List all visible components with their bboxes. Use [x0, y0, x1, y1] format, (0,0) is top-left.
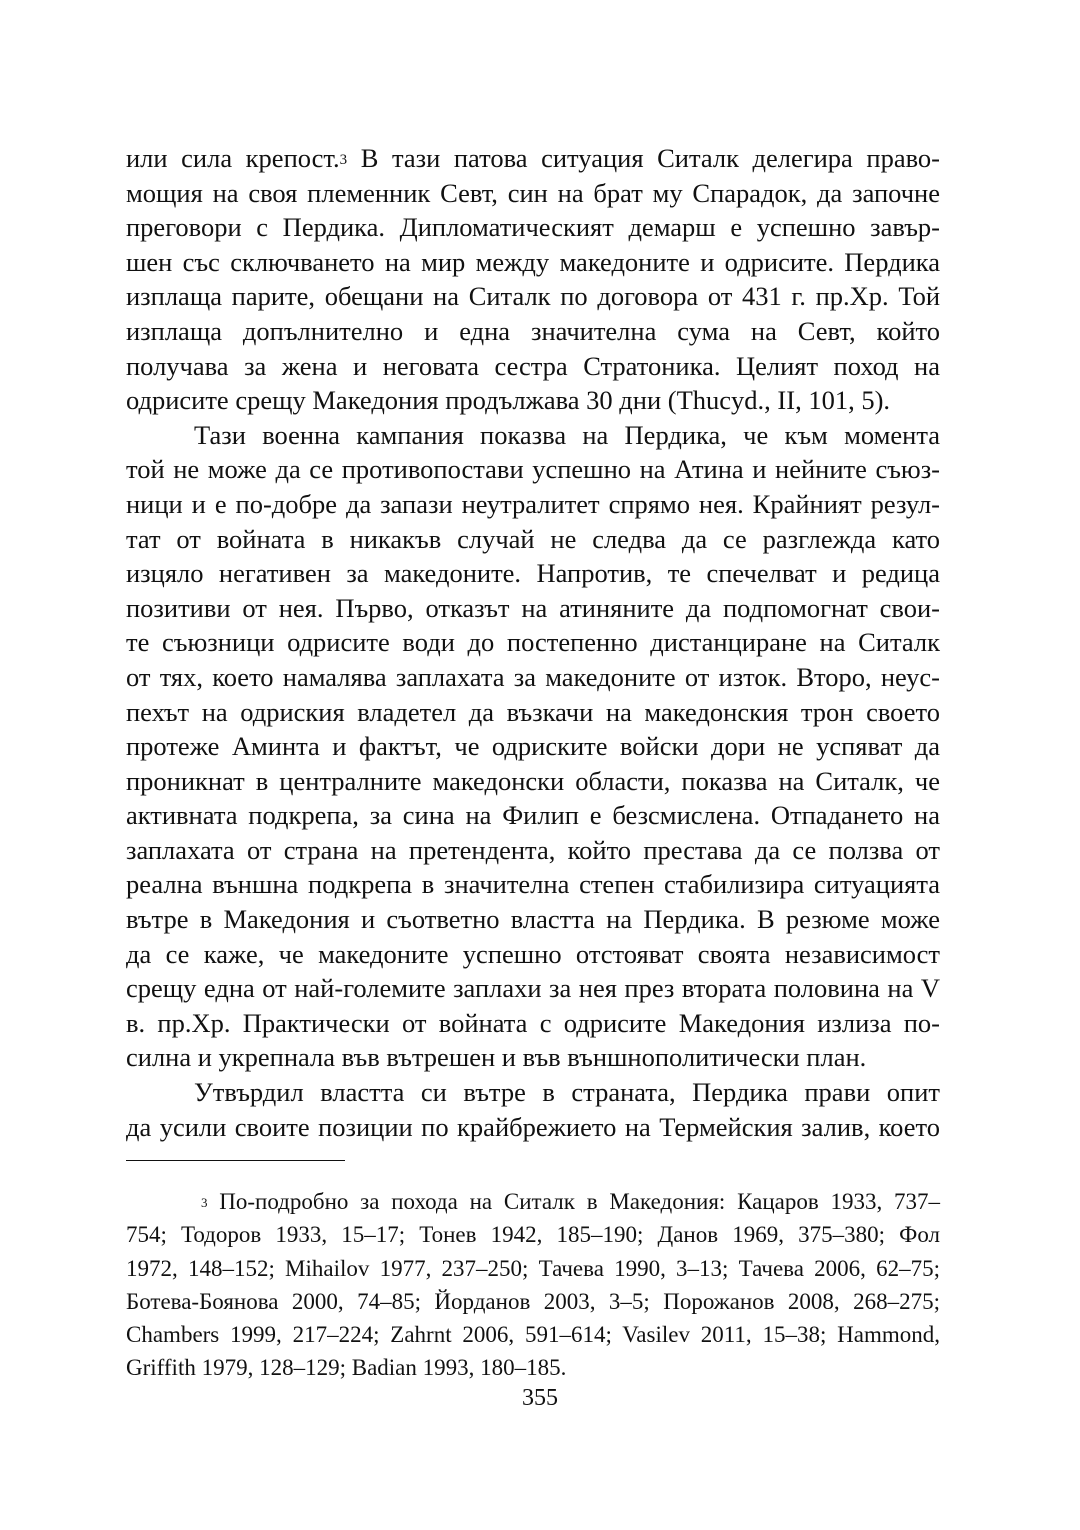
text-line: ници и е по-добре да запази неутралитет спрямо нея. Крайният резул-	[126, 488, 940, 519]
footnote-line: Griffith 1979, 128–129; Badian 1993, 180–185.	[126, 1355, 567, 1381]
text-line: или сила крепост.$^3$ В тази патова ситуация Ситалк делегира право-	[126, 143, 940, 173]
footnote-line: Ботева-Боянова 2000, 74–85; Йорданов 2003, 3–5; Порожанов 2008, 268–275;	[126, 1288, 940, 1314]
text-line: шен със сключването на мир между македоните и одрисите. Пердика	[126, 246, 940, 277]
main-text	[126, 141, 940, 1144]
text-line: заплахата от страна на претендента, който престава да се ползва от	[126, 834, 940, 865]
footnote-ref[interactable]: 3	[339, 152, 348, 168]
text-line: тат от войната в никакъв случай не следва да се разглежда като	[126, 523, 940, 554]
text-line: активната подкрепа, за сина на Филип е безсмислена. Отпадането на	[126, 800, 940, 831]
text-line: да се каже, че македоните успешно отстояват своята независимост	[126, 938, 940, 969]
footnote-marker: 3	[201, 1195, 208, 1210]
footnote-line: $^3$ По-подробно за похода на Ситалк в Македония: Кацаров 1933, 737–	[201, 1189, 940, 1214]
footnote-line: Chambers 1999, 217–224; Zahrnt 2006, 591–614; Vasilev 2011, 15–38; Hammond,	[126, 1322, 940, 1348]
text-line: в. пр.Хр. Практически от войната с одрисите Македония излиза по-	[126, 1007, 940, 1038]
footnotes	[126, 1185, 940, 1385]
text-line: срещу една от най-големите заплахи за нея през втората половина на V	[126, 973, 940, 1004]
text-line: пехът на одриския владетел да възкачи на македонския трон своето	[126, 696, 940, 727]
text-line: одрисите срещу Македония продължава 30 дни (Thucyd., II, 101, 5).	[126, 385, 891, 416]
footnote-line: 754; Тодоров 1933, 15–17; Тонев 1942, 185–190; Данов 1969, 375–380; Фол	[126, 1222, 940, 1248]
text-line: проникнат в централните македонски области, показва на Ситалк, че	[126, 765, 940, 796]
text-line: преговори с Пердика. Дипломатическият демарш е успешно завър-	[126, 212, 940, 243]
text-line: протеже Аминта и фактът, че одриските войски дори не успяват да	[126, 731, 940, 762]
text-line: вътре в Македония и съответно властта на Пердика. В резюме може	[126, 904, 940, 935]
footnote-line: 1972, 148–152; Mihailov 1977, 237–250; Тачева 1990, 3–13; Тачева 2006, 62–75;	[126, 1255, 940, 1281]
text-line: да усили своите позиции по крайбрежието на Термейския залив, което	[126, 1111, 940, 1142]
text-line: изплаща парите, обещани на Ситалк по договора от 431 г. пр.Хр. Той	[126, 281, 940, 312]
text-line: изцяло негативен за македоните. Напротив, те спечелват и редица	[126, 558, 940, 589]
text-line: той не може да се противопостави успешно на Атина и нейните съюз-	[126, 454, 940, 485]
text-line: от тях, което намалява заплахата за македоните от изток. Второ, неус-	[126, 661, 940, 692]
text-line: получава за жена и неговата сестра Стратоника. Целият поход на	[126, 350, 940, 381]
text-line: позитиви от нея. Първо, отказът на атиняните да подпомогнат свои-	[126, 592, 940, 623]
text-line: Утвърдил властта си вътре в страната, Пердика прави опит	[194, 1077, 940, 1108]
text-line: изплаща допълнително и една значителна сума на Севт, който	[126, 315, 940, 346]
text-line: те съюзници одрисите води до постепенно дистанциране на Ситалк	[126, 627, 940, 658]
page-number: 355	[522, 1385, 558, 1411]
text-line: силна и укрепнала във вътрешен и във външнополитически план.	[126, 1042, 867, 1073]
text-line: Тази военна кампания показва на Пердика, че към момента	[194, 419, 940, 450]
text-line: реална външна подкрепа в значителна степен стабилизира ситуацията	[126, 869, 940, 900]
footnote-separator	[126, 1160, 345, 1161]
text-line: мощия на своя племенник Севт, син на брат му Спарадок, да започне	[126, 177, 940, 208]
